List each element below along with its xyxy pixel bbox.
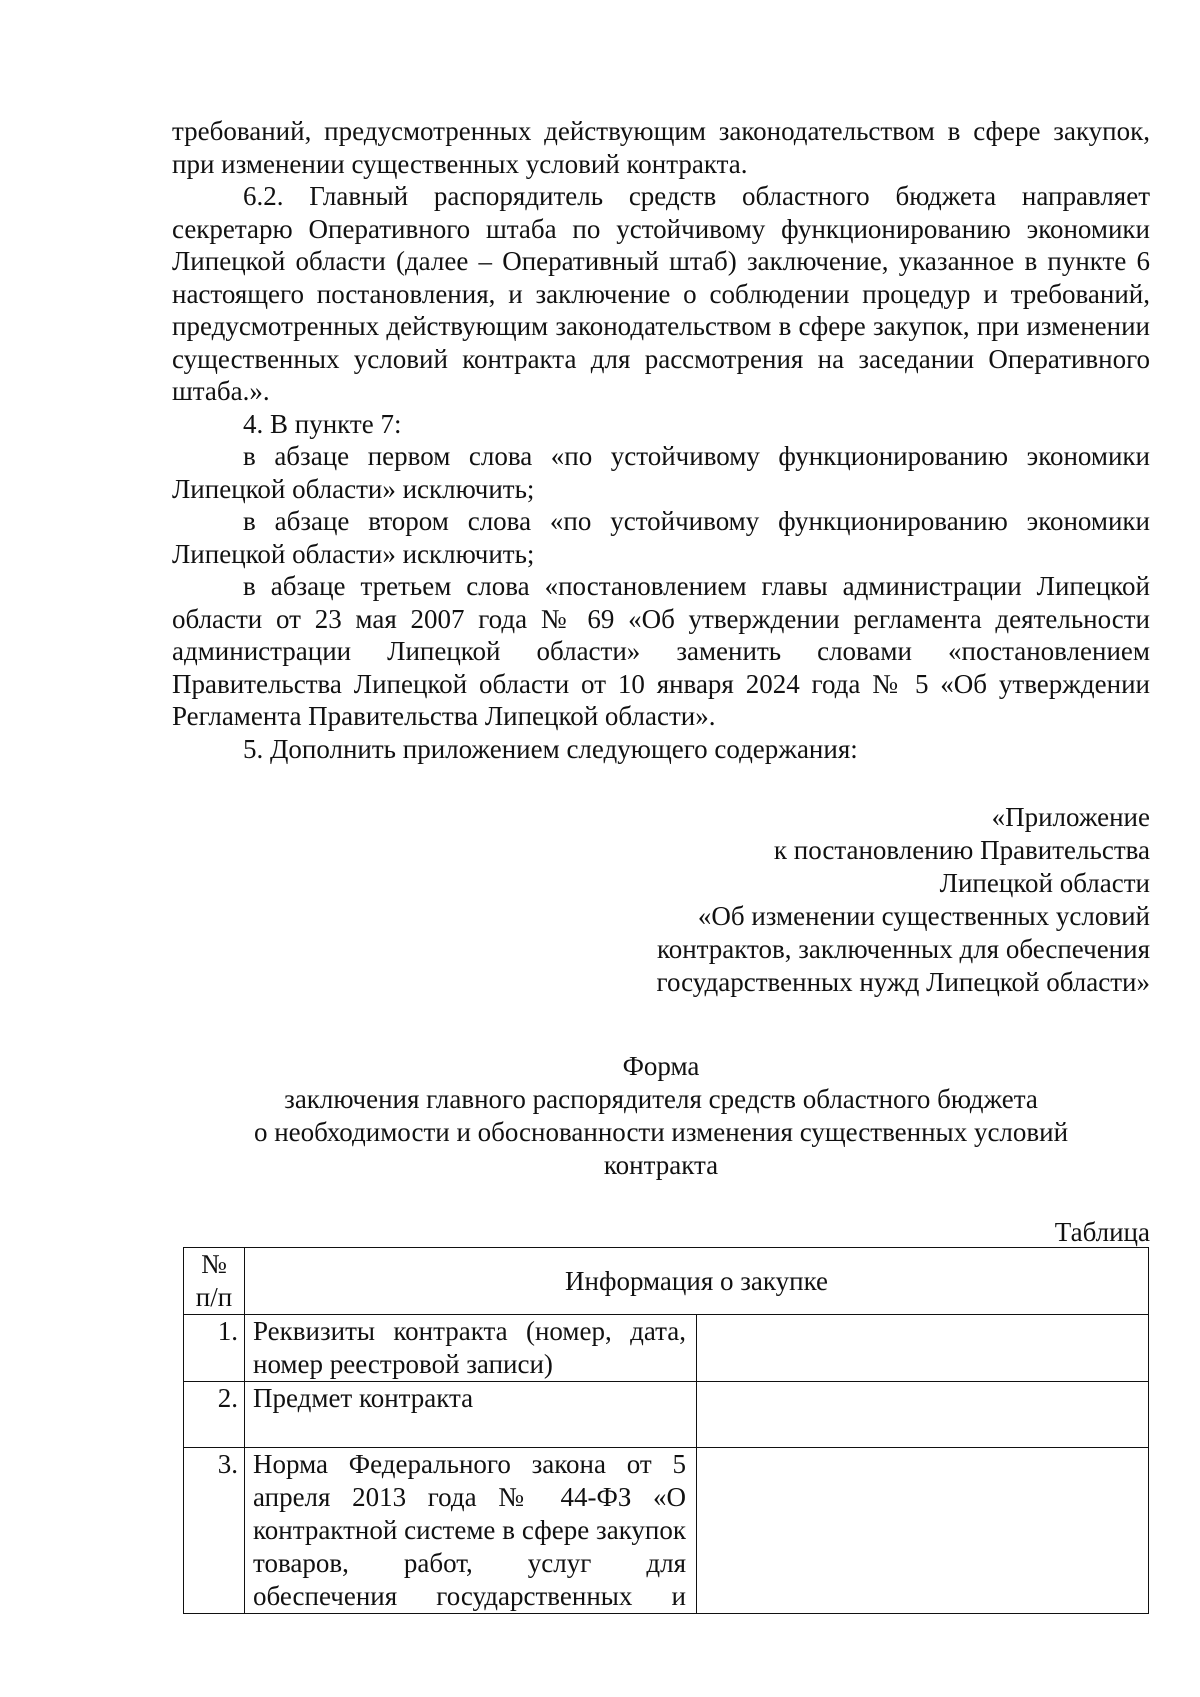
paragraph-abzac-3: в абзаце третьем слова «постановлением главы администрации Липецкой области от 23 мая 2007 года № 69 «Об утверждении регламента деятельности администрации Липецкой области» заменить словами «постановлением Правительства Липецкой области от 10 января 2024 года № 5 «Об утверждении Регламента Правительства Липецкой области».	[172, 571, 1150, 731]
header-num-abbrev: п/п	[195, 1282, 233, 1312]
row-description: Норма Федерального закона от 5 апреля 2013 года № 44-ФЗ «О контрактной системе в сфере закупок товаров, работ, услуг для обеспечения государственных и	[245, 1448, 697, 1614]
appendix-header	[450, 801, 1150, 999]
form-title-line: контракта	[603, 1150, 719, 1180]
row-value-cell	[697, 1315, 1149, 1382]
appendix-line: «Приложение	[991, 802, 1150, 832]
table-header-row	[184, 1248, 1149, 1315]
procurement-info-table	[183, 1247, 1149, 1614]
form-title-line: заключения главного распорядителя средств областного бюджета	[284, 1084, 1038, 1114]
form-title-line: Форма	[622, 1051, 700, 1081]
paragraph-item-5: 5. Дополнить приложением следующего содержания:	[243, 733, 858, 764]
paragraph-item-4: 4. В пункте 7:	[243, 408, 402, 439]
form-title-line: о необходимости и обоснованности изменения существенных условий	[253, 1117, 1069, 1147]
paragraph-abzac-2: в абзаце втором слова «по устойчивому функционированию экономики Липецкой области» исключить;	[172, 506, 1150, 569]
row-value-cell	[697, 1382, 1149, 1448]
row-number: 1.	[184, 1315, 245, 1382]
appendix-line: Липецкой области	[939, 868, 1150, 898]
row-description: Реквизиты контракта (номер, дата, номер реестровой записи)	[245, 1315, 697, 1382]
appendix-line: к постановлению Правительства	[773, 835, 1150, 865]
column-header-info: Информация о закупке	[245, 1248, 1149, 1315]
paragraph-6-2: 6.2. Главный распорядитель средств областного бюджета направляет секретарю Оперативного штаба по устойчивому функционированию экономики Липецкой области (далее – Оперативный штаб) заключение, указанное в пункте 6 настоящего постановления, и заключение о соблюдении процедур и требований, предусмотренных действующим законодательством в сфере закупок, при изменении существенных условий контракта для рассмотрения на заседании Оперативного штаба.».	[172, 181, 1150, 406]
table-caption: Таблица	[1054, 1217, 1150, 1247]
header-num-symbol: №	[201, 1249, 227, 1279]
row-number: 2.	[184, 1382, 245, 1448]
paragraph-continuation: требований, предусмотренных действующим законодательством в сфере закупок, при изменении существенных условий контракта.	[172, 116, 1150, 179]
row-value-cell	[697, 1448, 1149, 1614]
paragraph-abzac-1: в абзаце первом слова «по устойчивому функционированию экономики Липецкой области» исключить;	[172, 441, 1150, 504]
appendix-line: «Об изменении существенных условий	[697, 901, 1150, 931]
appendix-line: государственных нужд Липецкой области»	[656, 967, 1150, 997]
table-row	[184, 1315, 1149, 1382]
table-row	[184, 1382, 1149, 1448]
form-title	[172, 1050, 1150, 1182]
column-header-number	[184, 1248, 245, 1315]
row-number: 3.	[184, 1448, 245, 1614]
body-text	[172, 115, 1150, 765]
row-description: Предмет контракта	[245, 1382, 697, 1448]
table-row	[184, 1448, 1149, 1614]
appendix-line: контрактов, заключенных для обеспечения	[656, 934, 1150, 964]
